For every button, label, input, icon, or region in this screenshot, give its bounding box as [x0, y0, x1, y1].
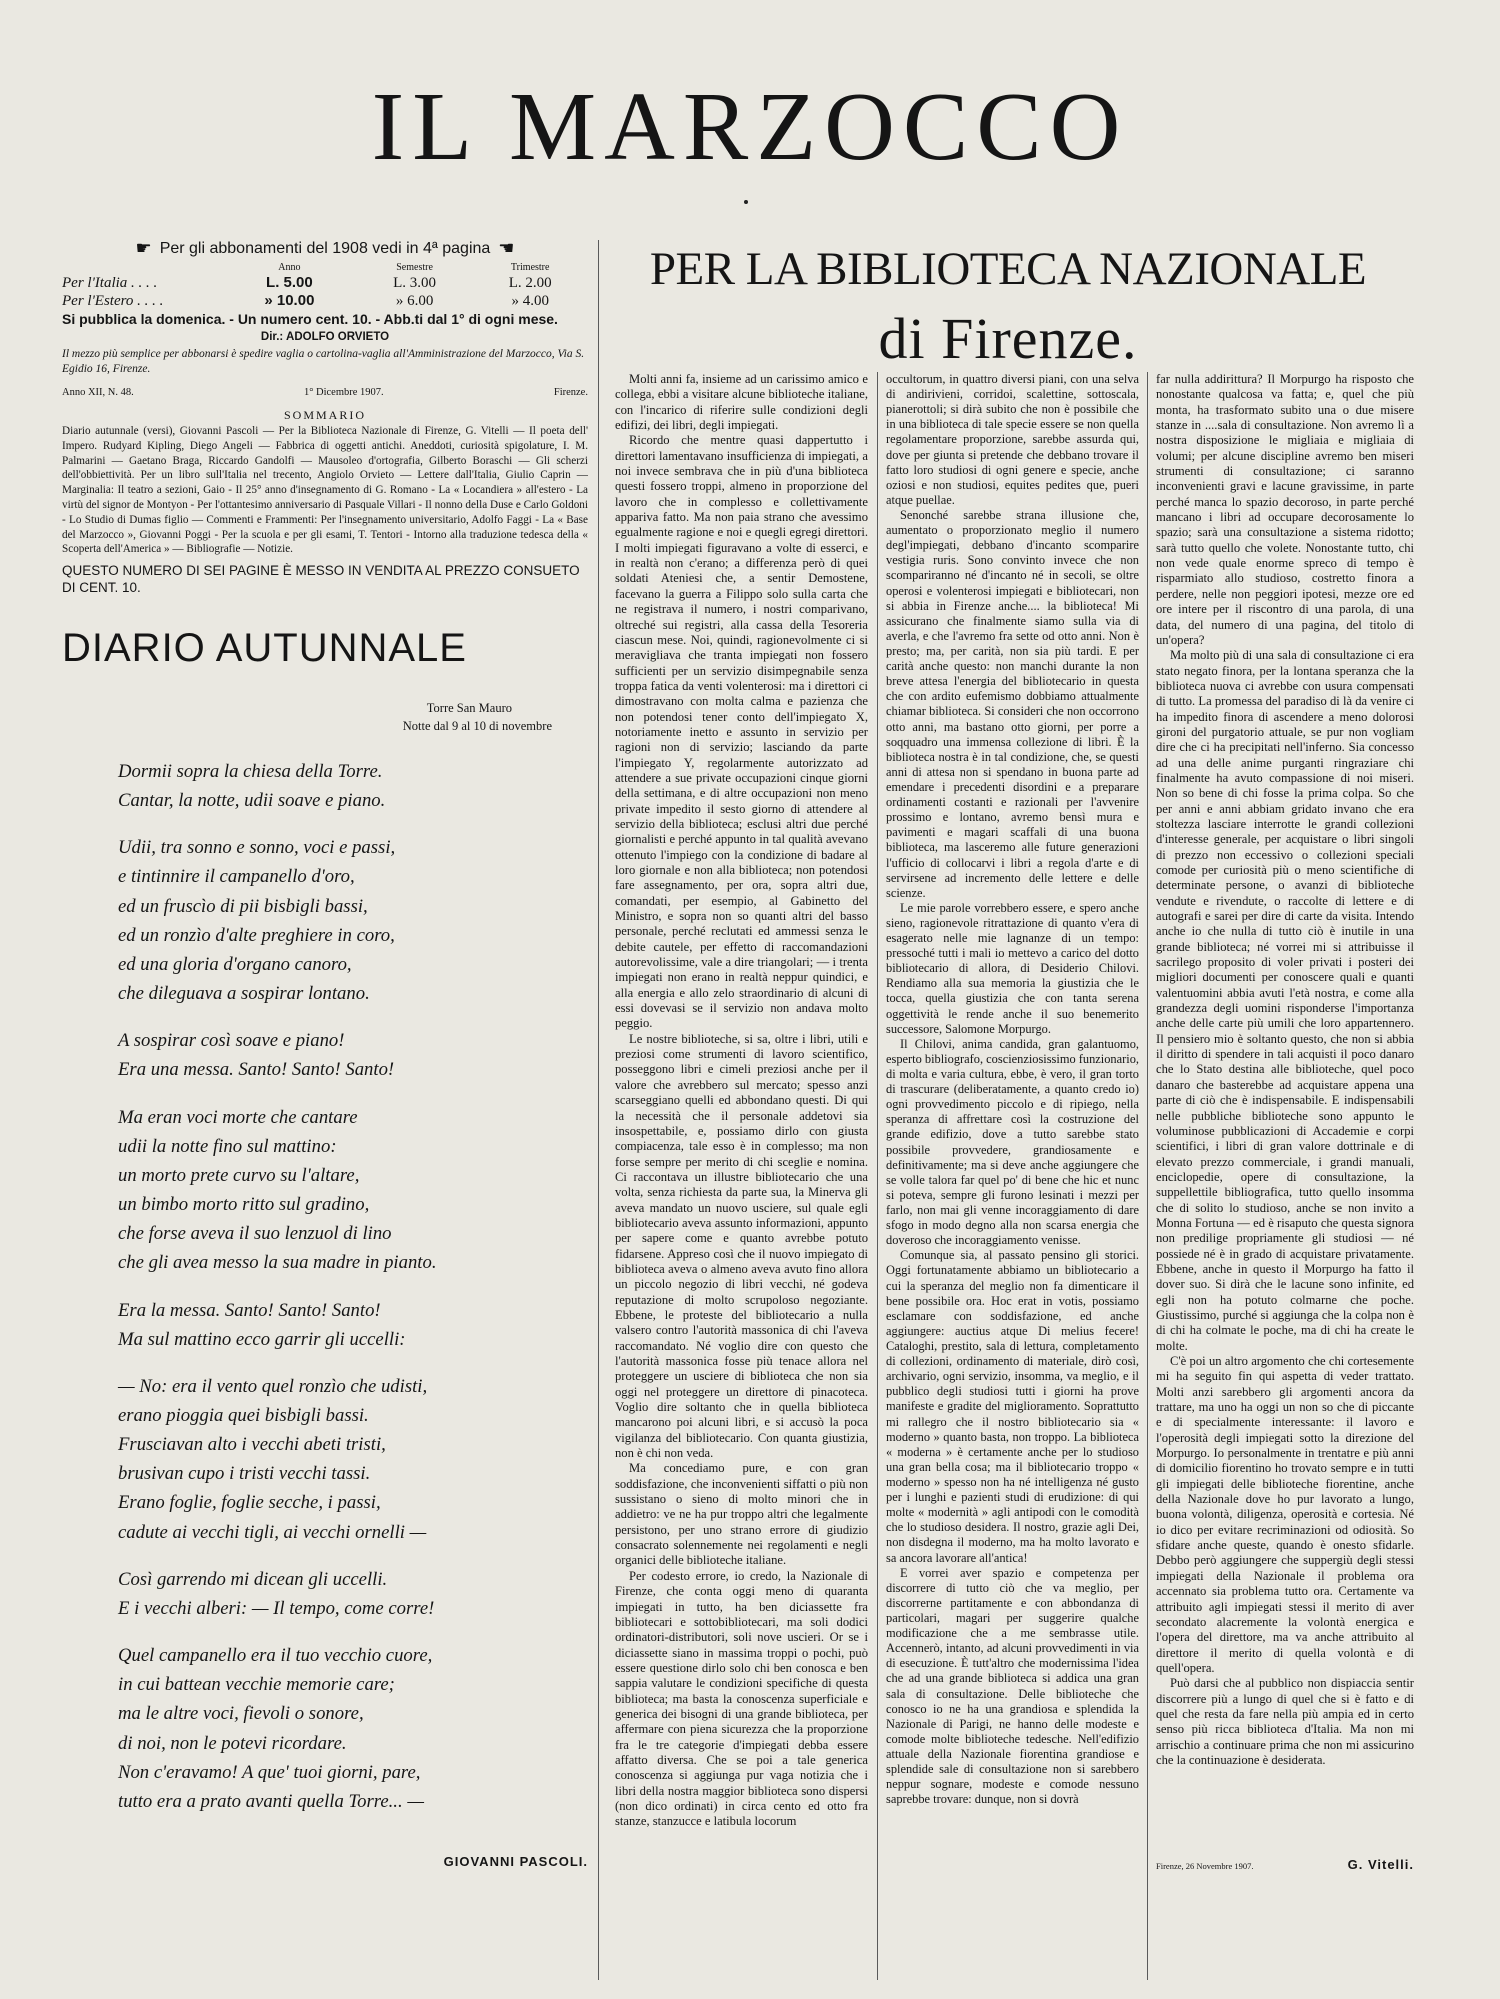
article-paragraph: Il Chilovi, anima candida, gran galantuomo, esperto bibliografo, coscienziosissimo funzionario, di molta e varia cultura, ebbe, è vero, il gran torto di trascurare (deliberatamente, a quanto credo io) ogni provvedimento piccolo e di ripiego, nella speranza di affrettare così la costruzione del grande edifizio, dove a tutto sarebbe stato possibile provvedere, grandiosamente e definitivamente; ma si deve anche aggiungere che se volle talora far quel po' di bene che hic et nunc si poteva, sempre gli furono lesinati i mezzi per farlo, non mai gli venne incoraggiamento di dare sfogo in modo degno alla non scarsa energia che doveroso che incoraggiamento venisse.: [886, 1036, 1139, 1248]
pointing-hand-left-icon: ☚: [498, 238, 515, 258]
rate-year: » 10.00: [264, 292, 315, 310]
sale-note: QUESTO NUMERO DI SEI PAGINE È MESSO IN VENDITA AL PREZZO CONSUETO DI CENT. 10.: [62, 563, 580, 596]
poem-stanza: [118, 757, 588, 815]
article-paragraph: C'è poi un altro argomento che chi cortesemente mi ha seguito fin qui aspetta di veder trattato. Molti anzi sarebbero gli argomenti ancora da trattare, ma uno ha oggi un non so che di piccante e di specialmente interessante: il lavoro e l'operosità degli impiegati sotto la direzione del Morpurgo. Io personalmente in trentatre e più anni di domicilio fiorentino ho trovato sempre e in tutti gli impiegati delle biblioteche fiorentine, anche della Nazionale dove ho pur lavorato a lungo, buona volontà, diligenza, operosità e cortesia. Né io dico per evitare recriminazioni od odiosità. So sfidare anche queste, quando è onesto sfidarle. Debbo però aggiungere che suppergiù degli stessi impiegati della Nazionale il problema ora accennato sia problema tutto ora. Certamente va attribuito agli impiegati stessi il merito di aver secondato alacremente la volontà energica e l'opera del direttore, ma va anche attribuito al direttore il merito di quella volontà e di quell'opera.: [1156, 1354, 1414, 1675]
article-paragraph: Senonché sarebbe strana illusione che, aumentato o proporzionato meglio il numero degl'impiegati, debbano d'incanto scomparire vestigia ruris. Sono convinto invece che non scompariranno né d'incanto né in secoli, se oltre operosi e volenterosi impiegati e bibliotecari, non si abbia in Firenze anche.... la biblioteca! Mi assicurano che finalmente siamo sulla via di averla, e che l'avremo fra sette od otto anni. Non è presto; ma, per carità, non sia più tardi. E per carità anche questo: non manchi durante la non breve attesa l'energia del bibliotecario in questa che con ardito eufemismo dobbiamo attualmente chiamar biblioteca. Si consideri che non occorrono otto anni, ma bastano otto giorni, per porre a soqquadro una immensa collezione di libri. È la biblioteca nostra è in tal condizione, che, se questi anni di attesa non si spendano in buona parte ad emendare i precedenti disordini e a preparare ordinamenti costanti e razionali per l'avvenire prossimo e lontano, avremo bensì mura e pavimenti e magari scaffali di una buona biblioteca, ma lasceremo alle future generazioni l'ufficio di collocarvi i libri a regola d'arte e di servirsene ad incremento delle lettere e delle scienze.: [886, 507, 1139, 900]
rate-year: L. 5.00: [266, 274, 313, 292]
poem-author: GIOVANNI PASCOLI.: [443, 1854, 588, 1869]
sunday-line: Si pubblica la domenica. - Un numero cent. 10. - Abb.ti dal 1° di ogni mese.: [62, 310, 558, 327]
article-paragraph: far nulla addirittura? Il Morpurgo ha risposto che nonostante qualcosa va fatta; e, quel che più monta, ha trasformato subito una o due misere stanze in ....sala di consultazione. Non avremo lì a nostra disposizione le migliaia e migliaia di volumi; per alcune discipline avremo ben miseri strumenti di consultazione; ci saranno inconvenienti gravi e lacune gravissime, in parte perché manca lo spazio decoroso, in parte perché mancano i libri ad occupare decorosamente lo spazio; sarà una consultazione a sistema ridotto; sarà tutto quello che volete. Nonostante tutto, chi non vede quale enorme spreco di tempo è risparmiato allo studioso, costretto finora a perdere, nelle non peggiori ipotesi, mezze ore ed ore intere per il riscontro di una parola, di una data, del numero di una pagina, del titolo di un'opera?: [1156, 372, 1414, 647]
sommario-text: Diario autunnale (versi), Giovanni Pascoli — Per la Biblioteca Nazionale di Firenze, G. Vitelli — Il poeta dell' Impero. Rudyard Kipling, Diego Angeli — Fabbrica di oggetti antichi. Aneddoti, curiosità spigolature, I. M. Palmarini — Gaetano Braga, Riccardo Gandolfi — Mausoleo d'ortografia, Gilberto Boraschi — Gli scherzi dell'obbiettività. Per un libro sull'Italia nel trecento, Angiolo Orvieto — Lettere dall'Italia, Giulio Caprin — Marginalia: Il teatro a sezioni, Gaio - Il 25° anno d'insegnamento di G. Romano - La « Locandiera » all'estero - La virtù del signor de Montyon - Per l'ottantesimo anniversario di Pasquale Villari - Il nonno della Duse e Carlo Goldoni - Lo Studio di Dumas figlio — Commenti e Frammenti: Per l'insegnamento universitario, Adolfo Faggi - La « Base del Marzocco », Giovanni Poggi - Per la scuola e per gli esami, T. Tentori - Intorno alla traduzione tedesca della « Scoperta dell'America » — Bibliografie — Notizie.: [62, 425, 588, 556]
article-paragraph: Le mie parole vorrebbero essere, e spero anche sieno, ragionevole ritrattazione di quanto v'era di esagerato nelle mie lagnanze di un tempo: pressoché tutti i mali io mettevo a carico del dotto bibliotecario di allora, di Desiderio Chilovi. Rendiamo alla sua memoria la giustizia che le tocca, quella giustizia che con tanta serena oggettività le rende anche il suo benemerito successore, Salomone Morpurgo.: [886, 900, 1139, 1036]
article-column-2: [886, 372, 1139, 1807]
poem-line: Erano foglie, foglie secche, i passi,: [118, 1492, 381, 1514]
rate-label: Per l'Italia . . . .: [62, 275, 158, 292]
article-signoff: [1156, 1857, 1414, 1872]
col-trimester-header: Trimestre: [510, 261, 550, 273]
issue-row: [62, 387, 588, 400]
poem-line: un morto prete curvo su l'altare,: [118, 1164, 360, 1186]
column-rule: [1147, 372, 1148, 1980]
subscription-headline: [62, 238, 588, 260]
column-rule: [598, 240, 599, 1980]
poem-placeline: [62, 700, 552, 735]
col-semester-header: Semestre: [396, 261, 433, 273]
poem-stanza: [118, 833, 588, 1008]
rate-semester: L. 3.00: [393, 275, 437, 292]
article-paragraph: E vorrei aver spazio e competenza per discorrere di tutto ciò che va meglio, per discorrerne partitamente e con abbondanza di particolari, magari per suggerire qualche modificazione che a me sembrasse utile. Accennerò, intanto, ad alcuni provvedimenti in via di esecuzione. È tutt'altro che modernissima l'idea che ad una grande biblioteca si addica una gran sala di consultazione. Delle biblioteche che conosco io ne ha una grandiosa e splendida la Nazionale di Parigi, ne hanno delle modeste e comode molte biblioteche tedesche. Nell'edifizio attuale della Nazionale fiorentina grandiose e splendide sale di consultazione non si sarebbero neppur sognare, modeste e comode nessuno saprebbe trovare: dunque, non si dovrà: [886, 1565, 1139, 1807]
rate-row: [62, 274, 588, 292]
issue-date: 1° Dicembre 1907.: [303, 386, 384, 398]
article-paragraph: Le nostre biblioteche, si sa, oltre i libri, utili e preziosi come strumenti di lavoro scientifico, posseggono libri e cimeli preziosi anche per il valore che avrebbero sul mercato; spesso anzi scarseggiano quelli ed abbondano questi. Di qui la necessità che il personale addetovi sia insospettabile, e, possiamo dirlo con giusta compiacenza, tale esso è in complesso; ma non forse sempre per merito di chi sceglie e nomina. Ci raccontava un illustre bibliotecario che una volta, senza richiesta da parte sua, la Minerva gli aveva mandato un nuovo usciere, sul quale egli bibliotecario aveva assunto informazioni, appunto per sapere come e quanto avrebbe potuto fidarsene. Appreso così che il nuovo impiegato di biblioteca aveva o almeno aveva avuto fino allora un piccolo negozio di libri vecchi, né godeva reputazione di molto scrupoloso negoziante. Ebbene, le proteste del bibliotecario a nulla valsero contro l'autorità massonica di chi l'aveva raccomandato. Né voglio dire con questo che l'autorità massonica fosse più tenace allora nel proteggere un usciere di biblioteca che non sia oggi nel proteggere un direttore di pinacoteca. Voglio dire soltanto che in quella biblioteca mancarono poi alcuni libri, e si accusò la poca vigilanza del bibliotecario. Con quanta giustizia, non è chi non veda.: [615, 1031, 868, 1461]
poem-line: ed un fruscìo di pii bisbigli bassi,: [118, 895, 368, 917]
poem-line: Ma sul mattino ecco garrir gli uccelli:: [118, 1328, 406, 1350]
rate-trimester: L. 2.00: [508, 275, 552, 292]
poem-line: Quel campanello era il tuo vecchio cuore,: [118, 1645, 433, 1667]
subscription-headline-text: Per gli abbonamenti del 1908 vedi in 4ª pagina: [159, 240, 491, 258]
article-paragraph: Per codesto errore, io credo, la Nazionale di Firenze, che conta oggi meno di quaranta impiegati in tutto, ha ben diciassette fra bibliotecari e sottobibliotecari, ma soli dodici ordinatori-distributori, soli nove uscieri. Or se i diciassette siano in massima troppi o pochi, può essere questione dirlo solo chi ben conosca e ben sappia valutare le condizioni specifiche di questa biblioteca; ma basta la conoscenza superficiale e generica dei bisogni di una grande biblioteca, per affermare con piena sicurezza che la proporzione fra le tre categorie d'impiegati debba essere affatto diversa. Che se poi a tale generica conoscenza si aggiunga pur vaga notizia che i libri della nostra maggior biblioteca sono dispersi (non dico ordinati) in circa cento ed otto fra stanze, stanzucce e latibula locorum: [615, 1568, 868, 1829]
poem-stanza: [118, 1026, 588, 1084]
payment-note: Il mezzo più semplice per abbonarsi è spedire vaglia o cartolina-vaglia all'Amministrazione del Marzocco, Via S. Egidio 16, Firenze.: [62, 347, 585, 375]
poem-line: che gli avea messo la sua madre in pianto.: [118, 1252, 437, 1274]
poem-line: — No: era il vento quel ronzìo che udisti,: [118, 1375, 428, 1397]
poem-body: [118, 757, 588, 1834]
rate-row: [62, 292, 588, 310]
subscription-box: [62, 238, 588, 597]
poem-line: E i vecchi alberi: — Il tempo, come corre!: [118, 1597, 435, 1619]
poem-line: Non c'eravamo! A que' tuoi giorni, pare,: [118, 1761, 421, 1783]
masthead-dot: [744, 200, 748, 204]
poem-line: Era una messa. Santo! Santo! Santo!: [118, 1059, 395, 1081]
pointing-hand-icon: ☛: [135, 238, 152, 258]
poem-line: in cui battean vecchie memorie care;: [118, 1674, 395, 1696]
article-date-line: Firenze, 26 Novembre 1907.: [1156, 1861, 1254, 1871]
poem-when: Notte dal 9 al 10 di novembre: [402, 718, 552, 733]
poem-line: brusivan cupo i tristi vecchi tassi.: [118, 1463, 371, 1485]
poem-line: A sospirar così soave e piano!: [118, 1030, 345, 1052]
article-title: PER LA BIBLIOTECA NAZIONALE: [649, 243, 1367, 295]
article-paragraph: Ma concediamo pure, e con gran soddisfazione, che inconvenienti siffatti o più non sussistano o sieno di molto minori che in addietro: ve ne ha pur troppo altri che legalmente persistono, per uno strano errore di giudizio consacrato solennemente nei regolamenti e negli organici delle biblioteche italiane.: [615, 1461, 868, 1568]
poem-line: Frusciavan alto i vecchi abeti tristi,: [118, 1434, 386, 1456]
poem-line: che dileguava a sospirar lontano.: [118, 983, 370, 1005]
col-year-header: Anno: [278, 261, 301, 273]
sommario-title: SOMMARIO: [283, 407, 366, 422]
poem-line: ma le altre voci, fievoli o sonore,: [118, 1703, 364, 1725]
poem-stanza: [118, 1565, 588, 1623]
article-paragraph: Ma molto più di una sala di consultazione ci era stato negato finora, per la lontana speranza che la biblioteca nuova ci avrebbe con usura compensati di tutto. La promessa del paradiso di là da venire ci ha impedito finora di ascendere a meno dolorosi gironi del purgatorio attuale, se pur non vogliam dire che ci ha precipitati nell'inferno. Sia concesso ad una delle anime purganti ringraziare chi finalmente ha avuto compassione di noi miseri. Non so bene di chi fosse la prima colpa. So che per anni e anni abbiam gridato invano che era stoltezza lasciare interrotte le grandi collezioni d'interesse generale, per acquistare o libri singoli di prezzo non eccessivo o collezioni speciali comode per curiosità più o meno scientifiche di determinate persone, o avanzi di biblioteche vendute e rivendute, o raccolte di lettere e di autografi e sarei per dire di carte da visita. Intendo anche io che nulla di tutto ciò è inutile in una grande biblioteca; né vorrei mi si attribuisse il sacrilego proposito di voler privati i posteri dei migliori documenti per conoscere quali e quanti valentuomini abbia avuti l'età nostra, e come alla grandezza degli uomini risponderse l'importanza anche delle carte più umili che loro appartennero. Il pensiero mio è soltanto questo, che non si abbia il diritto di spendere in tali acquisti il poco danaro che lo Stato destina alle biblioteche, quel poco danaro che basterebbe ad acquistare appena una parte di ciò che è indispensabile. E indispensabili nelle pubbliche biblioteche sono appunto le voluminose pubblicazioni di Accademie e corpi scientifici, i libri di gran valore dottrinale e di elevato prezzo commerciale, i grandi manuali, enciclopedie, opere di consultazione, la suppellettile bibliografica, tutto quello insomma che di solito lo studioso, anche se non invito a Monna Fortuna — ed è risaputo che questa signora non predilige propriamente gli studiosi — né possiede né è in grado di acquistare privatamente. Ebbene, anche in questo il Morpurgo ha fatto il dover suo. Si dirà che le lacune sono infinite, ed egli non ha potuto colmarne che poche. Giustissimo, purché si aggiunga che la colpa non è di chi ha colmate le poche, ma di chi ha create le molte.: [1156, 648, 1414, 1353]
rate-semester: » 6.00: [395, 293, 434, 310]
article-paragraph: occultorum, in quattro diversi piani, con una selva di andirivieni, corridoi, scalettine, sottoscala, pianerottoli; si dirà subito che non è possibile che in una biblioteca di tale specie essere se non quella regolamentare proporzione, sarebbe assurda qui, dove per giunta si pretende che debbano trovare il fatto loro studiosi di ogni genere e specie, anche oziosi e non studiosi, equites pedites que, pueri atque puellae.: [886, 372, 1139, 507]
issue-city: Firenze.: [553, 386, 588, 398]
director-line: Dir.: ADOLFO ORVIETO: [260, 330, 390, 343]
poem-stanza: [118, 1296, 588, 1354]
poem-line: Era la messa. Santo! Santo! Santo!: [118, 1299, 381, 1321]
article-paragraph: Molti anni fa, insieme ad un carissimo amico e collega, ebbi a visitare alcune biblioteche italiane, con l'incarico di riferire sulle condizioni degli edifizi, dei libri, degli impiegati.: [615, 372, 868, 433]
poem-line: Così garrendo mi dicean gli uccelli.: [118, 1568, 388, 1590]
article-paragraph: Può darsi che al pubblico non dispiaccia sentir discorrere più a lungo di quel che si è fatto e di quel che resta da fare nella più ampia ed in certo senso più ricca biblioteca d'Italia. Ma non mi arrischio a continuare prima che non mi assicurino che la continuazione è desiderata.: [1156, 1676, 1414, 1767]
article-author: G. Vitelli.: [1347, 1857, 1414, 1872]
poem-stanza: [118, 1103, 588, 1278]
poem-line: e tintinnire il campanello d'oro,: [118, 866, 355, 888]
poem-line: ed una gloria d'organo canoro,: [118, 953, 352, 975]
issue-number: Anno XII, N. 48.: [62, 386, 134, 398]
poem-title: DIARIO AUTUNNALE: [62, 626, 467, 670]
masthead-title: IL MARZOCCO: [371, 73, 1129, 181]
article-subtitle: di Firenze.: [878, 306, 1138, 371]
column-rule: [877, 372, 878, 1980]
article-column-1: [615, 372, 868, 1830]
poem-line: cadute ai vecchi tigli, ai vecchi ornelli —: [118, 1521, 427, 1543]
article-paragraph: Ricordo che mentre quasi dappertutto i direttori lamentavano insufficienza di impiegati, a noi invece sembrava che in più d'una biblioteca questi fossero troppi, almeno in proporzione del lavoro che in complesso e collettivamente appariva fatto. Ma non paia strano che avessimo egualmente ragione e noi e quegli egregi direttori. I molti impiegati figuravano a volte di esserci, e in realtà non c'erano; a differenza però di quei soldati Ateniesi che, a sentir Demostene, facevano la guerra a Filippo solo sulla carta che ne registrava il numero, i nostri comparivano, oltreché sui registri, alla cassa della Tesoreria ciascun mese. Noi, quindi, ragionevolmente ci si meravigliava che tranta impiegati non fossero sufficienti per un servizio disimpegnabile senza troppa fatica da venti volenterosi: ma i direttori ci dimostravano con molta calma e pazienza che non potendosi tener conto dell'impiegato X, notoriamente inetto e assunto in servizio per ragioni non di servizio; lasciando da parte l'impiegato Y, regolarmente autorizzato ad attendere a sue private occupazioni cinque giorni della settimana, e di altre occupazioni non meno private impedito il sesto giorno di attendere al servizio della biblioteca; esclusi altri due perché giornalisti e perché appunto in tal qualità avevano ottenuto l'impiego con la condizione di badare al loro giornale e non alla biblioteca; non potendosi fare assegnamento, per ora, sopra altri due, comandati, per esempio, al Gabinetto del Ministro, e sopra non so quanti altri del basso personale, perché reclutati ed ammessi senza le debite cautele, per effetto di raccomandazioni autorevolissime, vale a dire triangolari; — i trenta impiegati non erano in realtà neppur quindici, e alla energia e allo zelo straordinario di alcuni di essi dovevasi se il servizio non andava molto peggio.: [615, 433, 868, 1031]
poem-line: Cantar, la notte, udii soave e piano.: [118, 790, 386, 812]
rate-label: Per l'Estero . . . .: [62, 293, 164, 310]
poem-line: di noi, non le potevi ricordare.: [118, 1732, 347, 1754]
rates-table: [62, 262, 588, 311]
poem-line: Dormii sopra la chiesa della Torre.: [118, 761, 383, 782]
poem-stanza: [118, 1372, 588, 1547]
article-column-3: [1156, 372, 1414, 1768]
poem-line: un bimbo morto ritto sul gradino,: [118, 1194, 370, 1216]
poem-stanza: [118, 1641, 588, 1816]
poem-line: tutto era a prato avanti quella Torre... —: [118, 1790, 424, 1812]
poem-place: Torre San Mauro: [426, 701, 512, 715]
poem-line: erano pioggia quei bisbigli bassi.: [118, 1404, 369, 1426]
article-paragraph: Comunque sia, al passato pensino gli storici. Oggi fortunatamente abbiamo un bibliotecario a cui la speranza del meglio non fa dimenticare il bene possibile ora. Hoc erat in votis, possiamo esclamare con soddisfazione, ed anche aggiungere: auctius atque Di melius fecere! Cataloghi, prestito, sala di lettura, completamento di collezioni, ordinamento di materiale, dirò così, archivario, ogni servizio, insomma, va meglio, e il pubblico degli studiosi tutti i giorni ha prove manifeste e gradite del miglioramento. Soprattutto mi rallegro che il nostro bibliotecario sia « moderno » quanto basta, non troppo. La biblioteca « moderna » è certamente anche per lo studioso una gran bella cosa; ma il bibliotecario troppo « moderno » spesso non ha né intelligenza né gusto per i lunghi e pazienti studi di erudizione: di qui molte « modernità » agli antipodi con le comodità che lo studioso desidera. Il nostro, grazie agli Dei, non disdegna il moderno, ma ha molto lavorato e sa ancora lavorare all'antica!: [886, 1248, 1139, 1565]
poem-line: udii la notte fino sul mattino:: [118, 1135, 337, 1157]
rate-trimester: » 4.00: [511, 293, 549, 310]
poem-line: Udii, tra sonno e sonno, voci e passi,: [118, 837, 396, 859]
poem-line: che forse aveva il suo lenzuol di lino: [118, 1223, 392, 1245]
poem-line: ed un ronzìo d'alte preghiere in coro,: [118, 924, 395, 946]
poem-line: Ma eran voci morte che cantare: [118, 1106, 358, 1128]
